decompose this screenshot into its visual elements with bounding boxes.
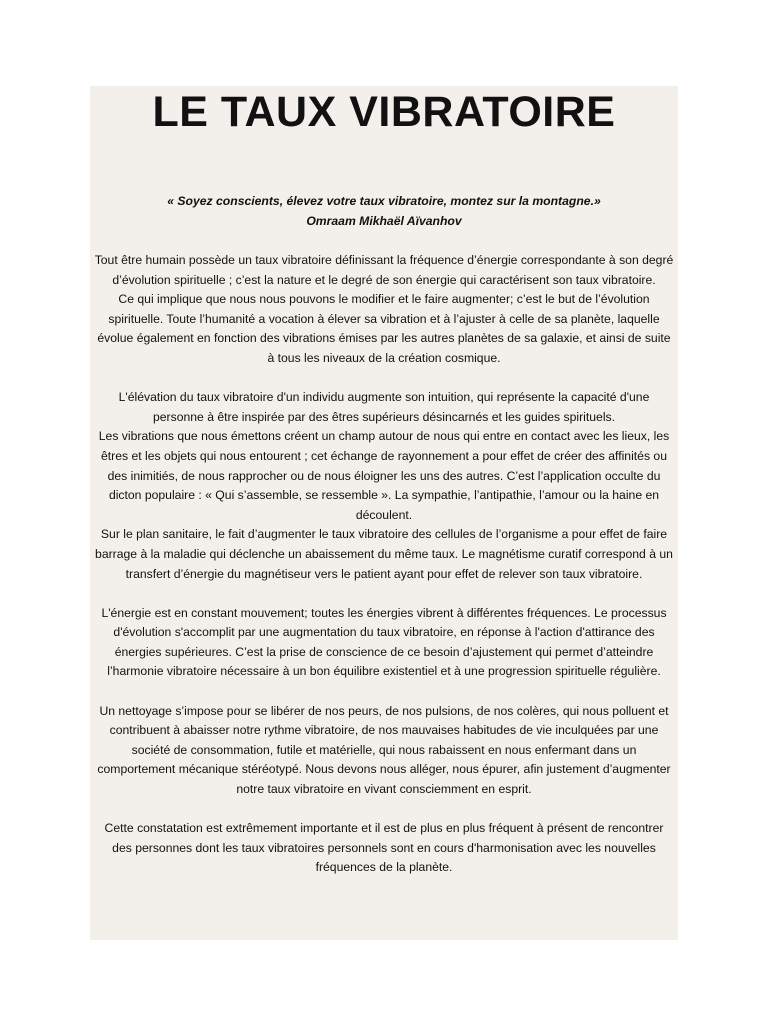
paragraph-2: Ce qui implique que nous nous pouvons le modifier et le faire augmenter; c’est le but de l’évolution spirituelle. Toute l’humanité a vocation à élever sa vibration et à l’ajuster à celle de sa planète, laquelle évolue également en fonction des vibrations émises par les autres planètes de sa galaxie, et ainsi de suite à tous les niveaux de la création cosmique.	[97, 292, 671, 365]
body-text	[90, 251, 678, 878]
epigraph-quote: « Soyez conscients, élevez votre taux vibratoire, montez sur la montagne.»	[167, 194, 601, 208]
paragraph-spacer	[90, 682, 678, 702]
paragraph-spacer	[90, 584, 678, 604]
paragraph-spacer	[90, 369, 678, 389]
paragraph-5: Sur le plan sanitaire, le fait d’augmenter le taux vibratoire des cellules de l’organisme a pour effet de faire barrage à la maladie qui déclenche un abaissement du même taux. Le magnétisme curatif correspond à un transfert d’énergie du magnétiseur vers le patient ayant pour effet de relever son taux vibratoire.	[95, 527, 673, 581]
paragraph-3: L'élévation du taux vibratoire d'un individu augmente son intuition, qui représente la capacité d'une personne à être inspirée par des êtres supérieurs désincarnés et les guides spirituels.	[118, 390, 650, 424]
page-title: LE TAUX VIBRATOIRE	[152, 88, 616, 136]
paragraph-6: L'énergie est en constant mouvement; toutes les énergies vibrent à différentes fréquences. Le processus d'évolution s'accomplit par une augmentation du taux vibratoire, en réponse à l'action d'attirance des énergies supérieures. C’est la prise de conscience de ce besoin d’ajustement qui permet d’atteindre l’harmonie vibratoire nécessaire à un bon équilibre existentiel et à une progression spirituelle régulière.	[101, 605, 667, 679]
epigraph-author: Omraam Mikhaël Aïvanhov	[306, 214, 462, 228]
document-page	[90, 86, 678, 940]
paragraph-8: Cette constatation est extrêmement importante et il est de plus en plus fréquent à présent de rencontrer des personnes dont les taux vibratoires personnels sont en cours d'harmonisation avec les nouvelles fréquences de la planète.	[104, 821, 664, 875]
epigraph	[90, 191, 678, 231]
paragraph-7: Un nettoyage s’impose pour se libérer de nos peurs, de nos pulsions, de nos colères, qui nous polluent et contribuent à abaisser notre rythme vibratoire, de nos mauvaises habitudes de vie inculquées par une société de consommation, futile et matérielle, qui nous rabaissent en nous enfermant dans un comportement mécanique stéréotypé. Nous devons nous alléger, nous épurer, afin justement d’augmenter notre taux vibratoire en vivant consciemment en esprit.	[97, 703, 671, 797]
paragraph-spacer	[90, 800, 678, 820]
paragraph-4: Les vibrations que nous émettons créent un champ autour de nous qui entre en contact avec les lieux, les êtres et les objets qui nous entourent ; cet échange de rayonnement a pour effet de créer des affinités ou des inimitiés, de nous rapprocher ou de nous éloigner les uns des autres. C’est l’application occulte du dicton populaire : « Qui s’assemble, se ressemble ». La sympathie, l’antipathie, l’amour ou la haine en découlent.	[98, 429, 670, 522]
paragraph-1: Tout être humain possède un taux vibratoire définissant la fréquence d’énergie correspondante à son degré d’évolution spirituelle ; c’est la nature et le degré de son énergie qui caractérisent son taux vibratoire.	[94, 253, 674, 287]
